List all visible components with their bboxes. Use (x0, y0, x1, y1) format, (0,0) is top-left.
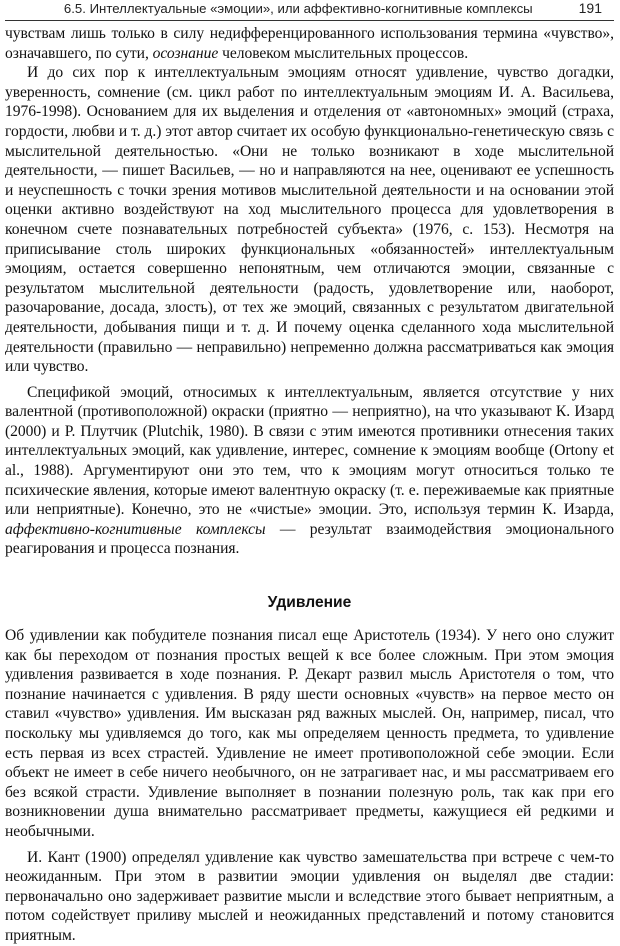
paragraph-3 (5, 383, 614, 559)
paragraph-4: Об удивлении как побудителе познания писал еще Аристотель (1934). У него оно служит как бы переходом от познания простых вещей к все более сложным. При этом эмоция удивления развивается в ходе познания. Р. Декарт развил мысль Аристотеля о том, что познание начинается с удивления. В ряду шести основных «чувств» на первое место он ставил «чувство» удивления. Им высказан ряд важных мыслей. Он, например, писал, что поскольку мы удивляемся до того, как мы определяем ценность предмета, то удивление есть первая из всех страстей. Удивление не имеет противоположной себе эмоции. Если объект не имеет в себе ничего необычного, он не затрагивает нас, и мы рассматриваем его без всякой страсти. Удивление выполняет в познании полезную роль, так как при его возникновении душа внимательно рассматривает предметы, кажущиеся ей редкими и необычными. (5, 627, 614, 840)
paragraph-1-text-a: чувствам лишь только в силу недифференцированного использования термина «чувство», означавшего, по сути, (5, 25, 614, 62)
paragraph-3-emphasis: аффективно-когнитивные комплексы (5, 520, 266, 538)
running-header-title: 6.5. Интеллектуальные «эмоции», или аффективно-когнитивные комплексы (63, 1, 533, 16)
paragraph-2: И до сих пор к интеллектуальным эмоциям относят удивление, чувство догадки, уверенность, сомнение (см. цикл работ по интеллектуальным эмоциям И. А. Васильева, 1976-1998). Основанием для их выделения и отделения от «автономных» эмоций (страха, гордости, любви и т. д.) этот автор считает их особую функционально-генетическую связь с мыслительной деятельностью. «Они не только возникают в ходе мыслительной деятельности, — пишет Васильев, — но и направляются на нее, оценивают ее успешность и неуспешность с точки зрения мотивов мыслительной деятельности и на основании этой оценки активно воздействуют на ход мыслительного процесса для удовлетворения в конечном счете познавательных потребностей субъекта» (1976, с. 153). Несмотря на приписывание столь широких функциональных «обязанностей» интеллектуальным эмоциям, остается совершенно непонятным, чем отличаются эмоции, связанные с результатом мыслительной деятельности (радость, удовлетворение или, наоборот, разочарование, досада, злость), от тех же эмоций, связанных с результатом двигательной деятельности, добывания пищи и т. д. И почему оценка сделанного хода мыслительной деятельности (правильно — неправильно) непременно должна рассматриваться как эмоция или чувство. (5, 64, 614, 376)
paragraph-1-emphasis: осознание (152, 44, 219, 62)
paragraph-1 (5, 24, 614, 63)
running-header (5, 0, 614, 20)
paragraph-3-text-a: Спецификой эмоций, относимых к интеллектуальным, является отсутствие у них валентной (противоположной) окраски (приятно — неприятно), на что указывают К. Изард (2000) и Р. Плутчик (Plutchik, 1980). В связи с этим имеются противники отнесения таких интеллектуальных эмоций, как удивление, интерес, сомнение к эмоциям вообще (Ortony et al., 1988). Аргументируют они это тем, что к эмоциям могут относиться только те психические явления, которые имеют валентную окраску (т. е. переживаемые как приятные или неприятные). Конечно, это не «чистые» эмоции. Это, используя термин К. Изарда, (5, 383, 614, 519)
page-number: 191 (578, 0, 602, 16)
header-rule (5, 20, 614, 21)
paragraph-3-text-b: — результат взаимодействия эмоционального реагирования и процесса познания. (5, 520, 614, 558)
paragraph-1-text-b: человеком мыслительных процессов. (218, 44, 469, 62)
section-heading: Удивление (267, 594, 352, 612)
paragraph-5: И. Кант (1900) определял удивление как чувство замешательства при встрече с чем-то неожиданным. При этом в развитии эмоции удивления он выделял две стадии: первоначально оно задерживает развитие мысли и вследствие этого бывает неприятным, а потом содействует приливу мыслей и неожиданных представлений и потому становится приятным. (5, 848, 614, 944)
